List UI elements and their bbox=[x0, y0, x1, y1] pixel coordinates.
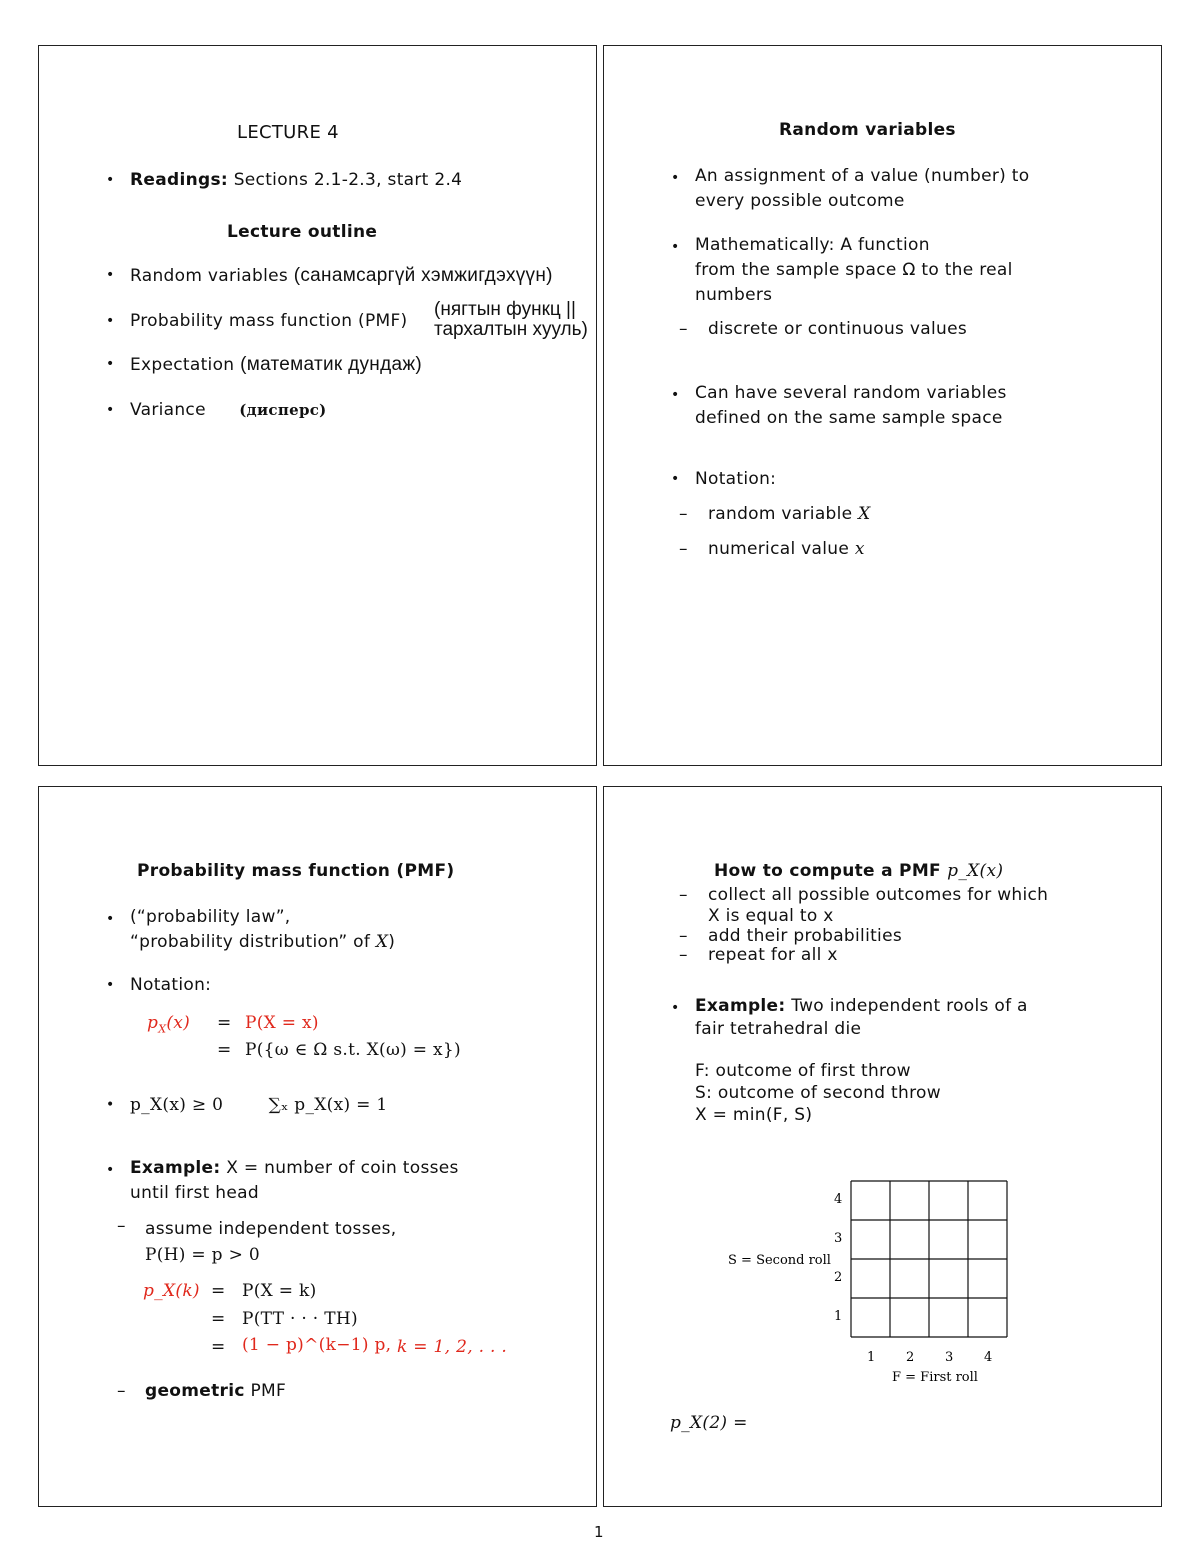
def-f: F: outcome of first throw bbox=[695, 1061, 911, 1081]
dash-marker: – bbox=[117, 1381, 126, 1401]
pmf-translation bbox=[434, 300, 588, 340]
slide-pmf bbox=[38, 786, 597, 1507]
dash-add: add their probabilities bbox=[708, 926, 902, 946]
bullet-line: • Mathematically: A function bbox=[695, 235, 930, 255]
math-p: p bbox=[147, 1013, 159, 1033]
eq-sign: = bbox=[217, 1013, 232, 1033]
eq-sign: = bbox=[211, 1281, 226, 1301]
example-definitions bbox=[695, 1060, 941, 1126]
outline-title: Lecture outline bbox=[227, 222, 378, 242]
geometric-rest: PMF bbox=[250, 1381, 287, 1401]
dash-marker: – bbox=[679, 539, 688, 559]
bullet-line bbox=[130, 930, 395, 955]
dash-text: numerical value bbox=[708, 539, 850, 559]
bullet-line: every possible outcome bbox=[695, 191, 905, 211]
geom-rhs-c: (1 − p)^(k−1) p, bbox=[242, 1335, 392, 1355]
y-tick-label: 2 bbox=[834, 1270, 843, 1285]
bullet-line: until first head bbox=[130, 1183, 259, 1203]
dash-line: assume independent tosses, bbox=[145, 1219, 397, 1239]
geom-rhs-a: P(X = k) bbox=[242, 1281, 317, 1301]
outline-item-translation: (математик дундаж) bbox=[240, 354, 422, 375]
x-axis-label: F = First roll bbox=[892, 1370, 978, 1385]
slide-lecture-4 bbox=[38, 45, 597, 766]
bullet-example bbox=[130, 1156, 459, 1206]
pmf-translation-line1: (нягтын функц || bbox=[434, 299, 576, 320]
bullet-line: • Can have several random variables bbox=[695, 383, 1007, 403]
bullet-line: defined on the same sample space bbox=[695, 408, 1003, 428]
math-arg: (x) bbox=[166, 1013, 191, 1033]
bullet-line: • (“probability law”, bbox=[130, 907, 291, 927]
geometric-label: geometric bbox=[145, 1381, 245, 1401]
eq-sign: = bbox=[211, 1337, 226, 1357]
bullet-assignment bbox=[695, 164, 1029, 214]
geom-rhs-b: P(TT · · · TH) bbox=[242, 1309, 358, 1329]
math-sum: ∑ₓ p_X(x) = 1 bbox=[268, 1095, 388, 1115]
x-tick-label: 2 bbox=[906, 1350, 915, 1365]
math-nonneg: p_X(x) ≥ 0 bbox=[130, 1095, 224, 1115]
example-label: Example: bbox=[695, 996, 786, 1016]
pmf-def-rhs-set: P({ω ∈ Ω s.t. X(ω) = x}) bbox=[245, 1040, 461, 1060]
bullet-mathematically bbox=[695, 233, 1013, 308]
x-tick-label: 4 bbox=[984, 1350, 993, 1365]
dash-independent bbox=[145, 1216, 397, 1268]
outcome-grid-figure bbox=[714, 1167, 1034, 1387]
dash-text: random variable bbox=[708, 504, 853, 524]
math-var: X bbox=[375, 932, 389, 952]
title-math: p_X(x) bbox=[947, 861, 1004, 881]
dash-marker: – bbox=[679, 885, 688, 905]
pmf-translation-line2: тархалтын хууль) bbox=[434, 319, 588, 340]
eq-sign: = bbox=[211, 1309, 226, 1329]
bullet-example bbox=[695, 995, 1028, 1041]
math-var: x bbox=[854, 539, 865, 559]
dash-geometric bbox=[145, 1381, 286, 1401]
dash-repeat: repeat for all x bbox=[708, 945, 838, 965]
outline-item-expectation bbox=[130, 354, 422, 376]
bullet-line: fair tetrahedral die bbox=[695, 1019, 862, 1039]
eq-sign: = bbox=[217, 1040, 232, 1060]
slide-title: Probability mass function (PMF) bbox=[137, 861, 455, 881]
slide-title: Random variables bbox=[779, 120, 956, 140]
dash-marker: – bbox=[679, 319, 688, 339]
pmf-question: p_X(2) = bbox=[670, 1413, 748, 1433]
y-tick-label: 3 bbox=[834, 1231, 843, 1246]
outline-item-translation: (дисперс) bbox=[239, 401, 327, 419]
outline-item-label: Expectation bbox=[130, 355, 235, 375]
dash-marker: – bbox=[679, 926, 688, 946]
dash-numerical-value bbox=[708, 539, 865, 559]
readings-label: Readings: bbox=[130, 170, 228, 190]
page-number: 1 bbox=[594, 1523, 604, 1541]
bullet-line: numbers bbox=[695, 285, 773, 305]
outline-item-label: Probability mass function (PMF) bbox=[130, 311, 408, 331]
geom-condition: k = 1, 2, . . . bbox=[397, 1337, 508, 1357]
dash-line-math: P(H) = p > 0 bbox=[145, 1245, 260, 1265]
slide-compute-pmf bbox=[603, 786, 1162, 1507]
pmf-def-rhs: P(X = x) bbox=[245, 1013, 319, 1033]
outline-item-pmf bbox=[130, 311, 407, 331]
math-sub: X bbox=[158, 1022, 167, 1036]
y-axis-label: S = Second roll bbox=[728, 1253, 831, 1268]
bullet-probability-law bbox=[130, 905, 395, 955]
pmf-def-lhs bbox=[147, 1013, 190, 1035]
outcome-grid bbox=[851, 1181, 1007, 1337]
x-tick-label: 3 bbox=[945, 1350, 954, 1365]
title-text: How to compute a PMF bbox=[714, 861, 941, 881]
bullet-several bbox=[695, 381, 1007, 431]
close-paren: ) bbox=[388, 932, 396, 952]
outline-item-random-variables bbox=[130, 265, 553, 287]
geom-lhs: p_X(k) bbox=[143, 1281, 200, 1301]
x-ticks bbox=[867, 1350, 992, 1365]
y-tick-label: 1 bbox=[834, 1309, 843, 1324]
dash-collect bbox=[708, 885, 1048, 927]
slide-title bbox=[714, 861, 1003, 881]
lecture-title: LECTURE 4 bbox=[237, 122, 339, 143]
dash-random-variable bbox=[708, 504, 871, 524]
bullet-line bbox=[695, 995, 1028, 1018]
bullet-line: from the sample space Ω to the real bbox=[695, 260, 1013, 280]
dash-line: collect all possible outcomes for which bbox=[708, 885, 1049, 905]
def-x: X = min(F, S) bbox=[695, 1105, 813, 1125]
bullet-text: “probability distribution” of bbox=[130, 932, 371, 952]
readings-item bbox=[130, 170, 462, 190]
bullet-nonnegative bbox=[130, 1095, 388, 1115]
bullet-notation: • Notation: bbox=[130, 975, 211, 995]
bullet-line bbox=[130, 1156, 459, 1181]
y-tick-label: 4 bbox=[834, 1192, 843, 1207]
example-label: Example: bbox=[130, 1158, 221, 1178]
outline-item-translation: (санамсаргүй хэмжигдэхүүн) bbox=[293, 265, 553, 286]
def-s: S: outcome of second throw bbox=[695, 1083, 941, 1103]
bullet-notation: • Notation: bbox=[695, 469, 776, 489]
dash-line: X is equal to x bbox=[708, 906, 834, 926]
outline-item-label: Variance bbox=[130, 400, 206, 420]
y-ticks bbox=[834, 1192, 842, 1324]
dash-marker: – bbox=[117, 1216, 126, 1236]
outline-item-label: Random variables bbox=[130, 266, 289, 286]
dash-marker: – bbox=[679, 945, 688, 965]
dash-marker: – bbox=[679, 504, 688, 524]
dash-discrete: discrete or continuous values bbox=[708, 319, 968, 339]
x-tick-label: 1 bbox=[867, 1350, 876, 1365]
example-text: X = number of coin tosses bbox=[226, 1158, 459, 1178]
readings-text: Sections 2.1-2.3, start 2.4 bbox=[233, 170, 463, 190]
bullet-line: • An assignment of a value (number) to bbox=[695, 166, 1030, 186]
example-text: Two independent rools of a bbox=[791, 996, 1028, 1016]
outline-item-variance bbox=[130, 400, 327, 420]
slide-random-variables bbox=[603, 45, 1162, 766]
math-var: X bbox=[858, 504, 871, 524]
